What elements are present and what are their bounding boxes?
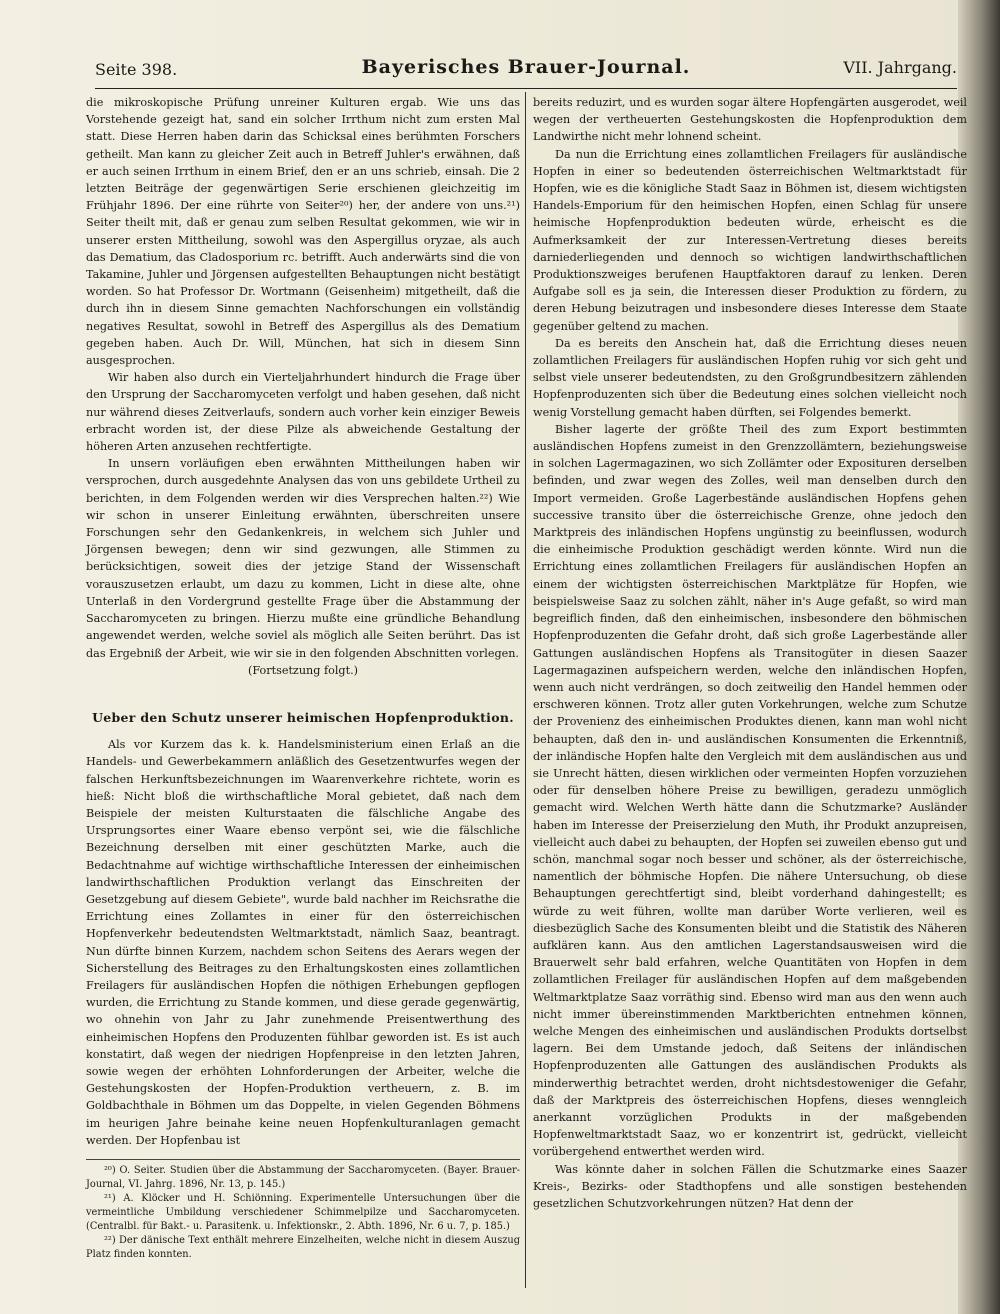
- page-number: Seite 398.: [95, 60, 178, 79]
- page-header: [95, 54, 957, 89]
- paragraph: die mikroskopische Prüfung unreiner Kulturen ergab. Wie uns das Vorstehende gezeigt hat, sand ein solcher Irrthum nicht zum ersten Mal statt. Diese Herren haben darin das Schicksal eines berühmten Forschers getheilt. Man kann zu gleicher Zeit auch in Betreff Juhler's erwähnen, daß er auch seinen Irrthum in einem Brief, den er an uns schrieb, einsah. Die 2 letzten Beiträge der gegenwärtigen Serie erschienen gleichzeitig im Frühjahr 1896. Der eine rührte von Seiter²⁰) her, der andere von uns.²¹) Seiter theilt mit, daß er genau zum selben Resultat gekommen, wie wir in unserer ersten Mittheilung, sowohl was den Aspergillus oryzae, als auch das Dematium, das Cladosporium rc. betrifft. Auch anderwärts sind die von Takamine, Juhler und Jörgensen aufgestellten Behauptungen nicht bestätigt worden. So hat Professor Dr. Wortmann (Geisenheim) mitgetheilt, daß die durch ihn in diesem Sinne gemachten Nachforschungen ein vollständig negatives Resultat, sowohl in Betreff des Aspergillus als des Dematium gegeben haben. Auch Dr. Will, München, hat sich in diesem Sinn ausgesprochen.: [86, 96, 520, 368]
- paragraph: Da nun die Errichtung eines zollamtlichen Freilagers für ausländische Hopfen in einer so bedeutenden österreichischen Weltmarktstadt für Hopfen, wie es die königliche Stadt Saaz in Böhmen ist, diesem wichtigsten Handels-Emporium für den heimischen Hopfen, einen Schlag für unsere heimische Hopfenproduktion bedeuten würde, erheischt es die Aufmerksamkeit der zur Interessen-Vertretung dieses bereits darniederliegenden und dennoch so wichtigen landwirthschaftlichen Produktionszweiges berufenen Hauptfaktoren darauf zu lenken. Deren Aufgabe soll es ja sein, die Interessen dieser Produktion zu fördern, zu deren Hebung beizutragen und insbesondere dieses Interesse dem Staate gegenüber geltend zu machen.: [533, 147, 967, 333]
- column-divider: [525, 92, 526, 1288]
- footnote: ²²) Der dänische Text enthält mehrere Einzelheiten, welche nicht in diesem Auszug Platz finden konnten.: [86, 1234, 520, 1260]
- paragraph: Da es bereits den Anschein hat, daß die Errichtung dieses neuen zollamtlichen Freilagers für ausländischen Hopfen ruhig vor sich geht und selbst viele unserer bedeutendsten, zu den Großgrundbesitzern zählenden Hopfenproduzenten sich über die Bedeutung eines solchen vielleicht noch wenig Vorstellung gemacht haben dürften, sei Folgendes bemerkt.: [533, 336, 967, 419]
- paragraph: In unsern vorläufigen eben erwähnten Mittheilungen haben wir versprochen, durch ausgedehnte Analysen das von uns gebildete Urtheil zu berichten, in dem Folgenden werden wir dies Versprechen halten.²²) Wie wir schon in unserer Einleitung erwähnten, überschreiten unsere Forschungen sehr den Gedankenkreis, in welchem sich Juhler und Jörgensen bewegen; denn wir sind gezwungen, alle Stimmen zu berücksichtigen, soweit dies der jetzige Stand der Wissenschaft vorauszusetzen erlaubt, um dazu zu kommen, Licht in diese alte, ohne Unterlaß in den Vordergrund gestellte Frage über die Abstammung der Saccharomyceten zu bringen. Hierzu mußte eine gründliche Behandlung angewendet werden, welche soviel als möglich alle Seiten berührt. Das ist das Ergebniß der Arbeit, wie wir sie in den folgenden Abschnitten vorlegen.: [86, 457, 520, 660]
- continued-note: (Fortsetzung folgt.): [247, 663, 358, 677]
- right-column: [533, 94, 967, 1212]
- footnote: ²¹) A. Klöcker und H. Schiönning. Experimentelle Untersuchungen über die vermeintliche Umbildung verschiedener Schimmelpilze und Saccharomyceten. (Centralbl. für Bakt.- u. Parasitenk. u. Infektionskr., 2. Abth. 1896, Nr. 6 u. 7, p. 185.): [86, 1192, 520, 1232]
- paragraph: Was könnte daher in solchen Fällen die Schutzmarke eines Saazer Kreis-, Bezirks- oder Stadthopfens und alle sonstigen bestehenden gesetzlichen Schutzvorkehrungen nützen? Hat denn der: [533, 1162, 967, 1210]
- volume-label: VII. Jahrgang.: [843, 58, 957, 77]
- paragraph: Als vor Kurzem das k. k. Handelsministerium einen Erlaß an die Handels- und Gewerbekammern anläßlich des Gesetzentwurfes wegen der falschen Herkunftsbezeichnungen im Waarenverkehre richtete, worin es hieß: Nicht bloß die wirthschaftliche Moral gebietet, daß nach dem Beispiele der meisten Kulturstaaten die fälschliche Angabe des Ursprungsortes einer Waare ebenso verpönt sei, wie die fälschliche Bezeichnung derselben mit einer geschützten Marke, auch die Bedachtnahme auf wichtige wirthschaftliche Interessen der einheimischen landwirthschaftlichen Produktion verlangt das Einschreiten der Gesetzgebung auf diesem Gebiete", wurde bald nachher im Reichsrathe die Errichtung eines Zollamtes in einer für den österreichischen Hopfenverkehr bedeutendsten Weltmarktstadt, nämlich Saaz, beantragt. Nun dürfte binnen Kurzem, nachdem schon Seitens des Aerars wegen der Sicherstellung des Beitrages zu den Erhaltungskosten eines zollamtlichen Freilagers für ausländischen Hopfen die nöthigen Erhebungen gepflogen wurden, die Errichtung zu Stande kommen, und diese gerade gegenwärtig, wo ohnehin von Jahr zu Jahr zunehmende Preisentwerthung des einheimischen Hopfens den Produzenten fühlbar geworden ist. Es ist auch konstatirt, daß wegen der niedrigen Hopfenpreise in den letzten Jahren, sowie wegen der erhöhten Lohnforderungen der Arbeiter, welche die Gestehungskosten der Hopfen-Produktion vertheuern, z. B. im Goldbachthale in Böhmen um das Doppelte, in vielen Gegenden Böhmens im heurigen Jahre beinahe keine neuen Hopfenkulturanlagen gemacht werden. Der Hopfenbau ist: [86, 738, 520, 1147]
- footnote: ²⁰) O. Seiter. Studien über die Abstammung der Saccharomyceten. (Bayer. Brauer-Journal, VI. Jahrg. 1896, Nr. 13, p. 145.): [86, 1164, 520, 1190]
- journal-title: Bayerisches Brauer-Journal.: [361, 56, 691, 78]
- footnotes: [86, 1159, 520, 1262]
- paragraph: Wir haben also durch ein Vierteljahrhundert hindurch die Frage über den Ursprung der Saccharomyceten verfolgt und haben gesehen, daß nicht nur während dieses Zeitverlaufs, sondern auch vorher kein einziger Beweis erbracht worden ist, der diese Pilze als abweichende Gestaltung der höheren Arten anzusehen rechtfertigte.: [86, 371, 520, 454]
- paragraph: Bisher lagerte der größte Theil des zum Export bestimmten ausländischen Hopfens zumeist in den Grenzzollämtern, beziehungsweise in solchen Lagermagazinen, wo sich Zollämter oder Exposituren derselben befinden, und zwar wegen des Zolles, weil man denselben durch den Import vermeiden. Große Lagerbestände ausländischen Hopfens gehen successive transito über die österreichische Grenze, ohne jedoch den Marktpreis des inländischen Hopfens ungünstig zu beeinflussen, wodurch die einheimische Produktion geschädigt werden könnte. Wird nun die Errichtung eines zollamtlichen Freilagers für ausländischen Hopfen an einem der wichtigsten österreichischen Marktplätze für Hopfen, wie beispielsweise Saaz zu solchen zählt, näher in's Auge gefaßt, so wird man begreiflich finden, daß den einheimischen, insbesondere den böhmischen Hopfenproduzenten die Gefahr droht, daß sich große Lagerbestände aller Gattungen ausländischen Hopfens als Transitogüter in diesen Saazer Lagermagazinen aufspeichern werden, welche den inländischen Hopfen, wenn auch nicht verdrängen, so doch zeitweilig den Handel hemmen oder erschweren können. Trotz aller guten Vorkehrungen, welche zum Schutze der Provenienz des einheimischen Produktes dienen, kann man wohl nicht behaupten, daß den in- und ausländischen Konsumenten die Erkenntniß, der inländische Hopfen halte den Vergleich mit dem ausländischen aus und sie Unrecht hätten, diesen wirklichen oder vermeinten Hopfen vorzuziehen oder für denselben höhere Preise zu bewilligen, geradezu unmöglich gemacht wird. Welchen Werth hätte dann die Schutzmarke? Ausländer haben im Interesse der Preiserzielung den Muth, ihr Produkt anzupreisen, vielleicht auch dabei zu behaupten, der Hopfen sei zuweilen ebenso gut und schön, manchmal sogar noch besser und schöner, als der österreichische, namentlich der böhmische Hopfen. Die nähere Untersuchung, ob diese Behauptungen gerechtfertigt sind, bleibt vorderhand dahingestellt; es würde zu weit führen, wollte man darüber Worte verlieren, weil es diesbezüglich Sache des Konsumenten bleibt und die Statistik des Näheren aufklären kann. Aus den amtlichen Lagerstandsausweisen wird die Brauerwelt sehr bald erfahren, welche Quantitäten von Hopfen in dem zollamtlichen Freilager für ausländischen Hopfen auf dem maßgebenden Weltmarktplatze Saaz vorräthig sind. Ebenso wird man aus den wenn auch nicht immer übereinstimmenden Marktberichten entnehmen können, welche Mengen des einheimischen und ausländischen Produkts dortselbst lagern. Bei dem Umstande jedoch, daß Seitens der inländischen Hopfenproduzenten alle Gattungen des ausländischen Produkts als minderwerthig betrachtet werden, droht nichtsdestoweniger die Gefahr, daß der Marktpreis des österreichischen Hopfens, dieses wenngleich anerkannt vorzüglichen Produkts in der maßgebenden Hopfenweltmarktstadt Saaz, wo er konzentrirt ist, gedrückt, vielleicht vorübergehend entwerthet werden wird.: [533, 422, 967, 1159]
- paragraph: bereits reduzirt, und es wurden sogar ältere Hopfengärten ausgerodet, weil wegen der vertheuerten Gestehungskosten die Hopfenproduktion dem Landwirthe nicht mehr lohnend scheint.: [533, 96, 967, 144]
- left-column: [86, 94, 520, 1262]
- article-title: Ueber den Schutz unserer heimischen Hopfenproduktion.: [92, 709, 514, 725]
